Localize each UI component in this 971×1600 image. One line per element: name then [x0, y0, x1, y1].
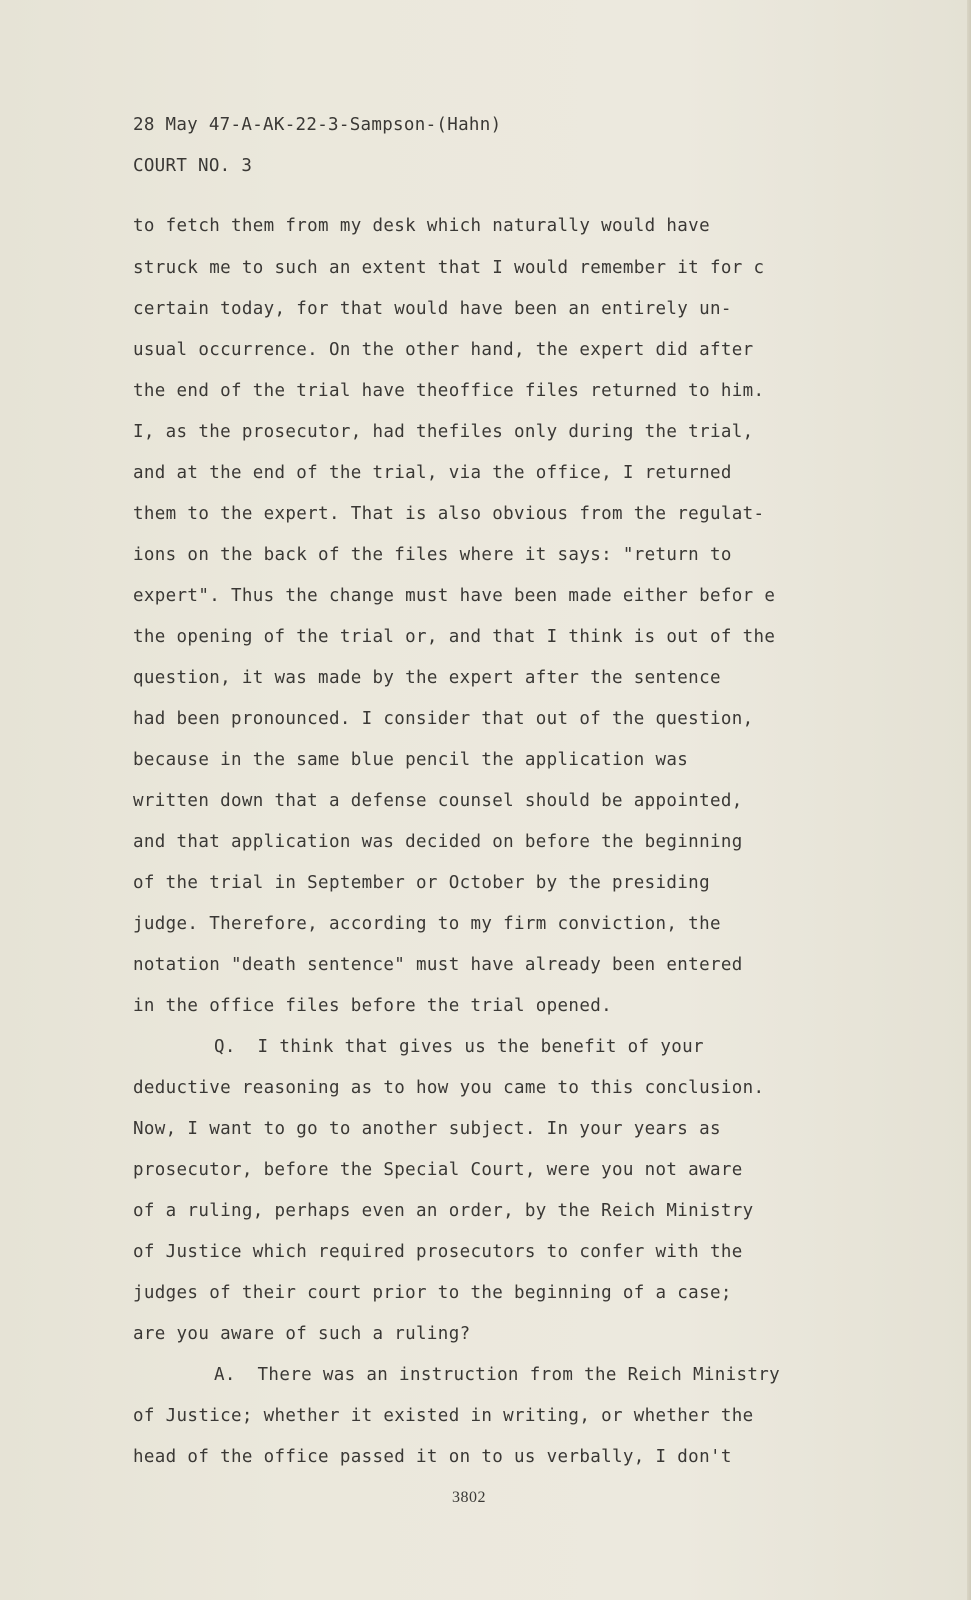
transcript-line: deductive reasoning as to how you came to this conclusion.: [133, 1078, 765, 1098]
transcript-line: written down that a defense counsel should be appointed,: [133, 791, 743, 811]
transcript-line: of Justice which required prosecutors to confer with the: [133, 1242, 743, 1262]
transcript-line: question, it was made by the expert after the sentence: [133, 668, 721, 688]
transcript-question-line: Q. I think that gives us the benefit of your: [214, 1037, 704, 1057]
transcript-line: Now, I want to go to another subject. In your years as: [133, 1119, 721, 1139]
transcript-line: judge. Therefore, according to my firm conviction, the: [133, 914, 721, 934]
transcript-line: in the office files before the trial opened.: [133, 996, 612, 1016]
header-court-number: COURT NO. 3: [133, 156, 253, 176]
transcript-line: prosecutor, before the Special Court, were you not aware: [133, 1160, 743, 1180]
paper-edge: [967, 0, 971, 1600]
transcript-line: of the trial in September or October by the presiding: [133, 873, 710, 893]
transcript-line: of a ruling, perhaps even an order, by the Reich Ministry: [133, 1201, 754, 1221]
transcript-line: them to the expert. That is also obvious from the regulat-: [133, 504, 765, 524]
transcript-line: the end of the trial have theoffice files returned to him.: [133, 381, 765, 401]
transcript-answer-line: A. There was an instruction from the Reich Ministry: [214, 1365, 781, 1385]
transcript-line: expert". Thus the change must have been made either befor e: [133, 586, 776, 606]
transcript-line: head of the office passed it on to us verbally, I don't: [133, 1447, 732, 1467]
transcript-line: ions on the back of the files where it says: "return to: [133, 545, 732, 565]
transcript-line: certain today, for that would have been an entirely un-: [133, 299, 732, 319]
transcript-line: notation "death sentence" must have already been entered: [133, 955, 743, 975]
transcript-line: because in the same blue pencil the application was: [133, 750, 689, 770]
transcript-line: I, as the prosecutor, had thefiles only during the trial,: [133, 422, 754, 442]
transcript-line: are you aware of such a ruling?: [133, 1324, 471, 1344]
transcript-line: had been pronounced. I consider that out of the question,: [133, 709, 754, 729]
transcript-line: and at the end of the trial, via the office, I returned: [133, 463, 732, 483]
transcript-line: struck me to such an extent that I would remember it for c: [133, 258, 765, 278]
page-number: 3802: [452, 1489, 486, 1506]
transcript-line: judges of their court prior to the beginning of a case;: [133, 1283, 732, 1303]
transcript-line: usual occurrence. On the other hand, the expert did after: [133, 340, 754, 360]
header-case-reference: 28 May 47-A-AK-22-3-Sampson-(Hahn): [133, 115, 502, 135]
transcript-line: to fetch them from my desk which naturally would have: [133, 216, 710, 236]
transcript-line: the opening of the trial or, and that I think is out of the: [133, 627, 776, 647]
transcript-line: and that application was decided on before the beginning: [133, 832, 743, 852]
transcript-line: of Justice; whether it existed in writing, or whether the: [133, 1406, 754, 1426]
